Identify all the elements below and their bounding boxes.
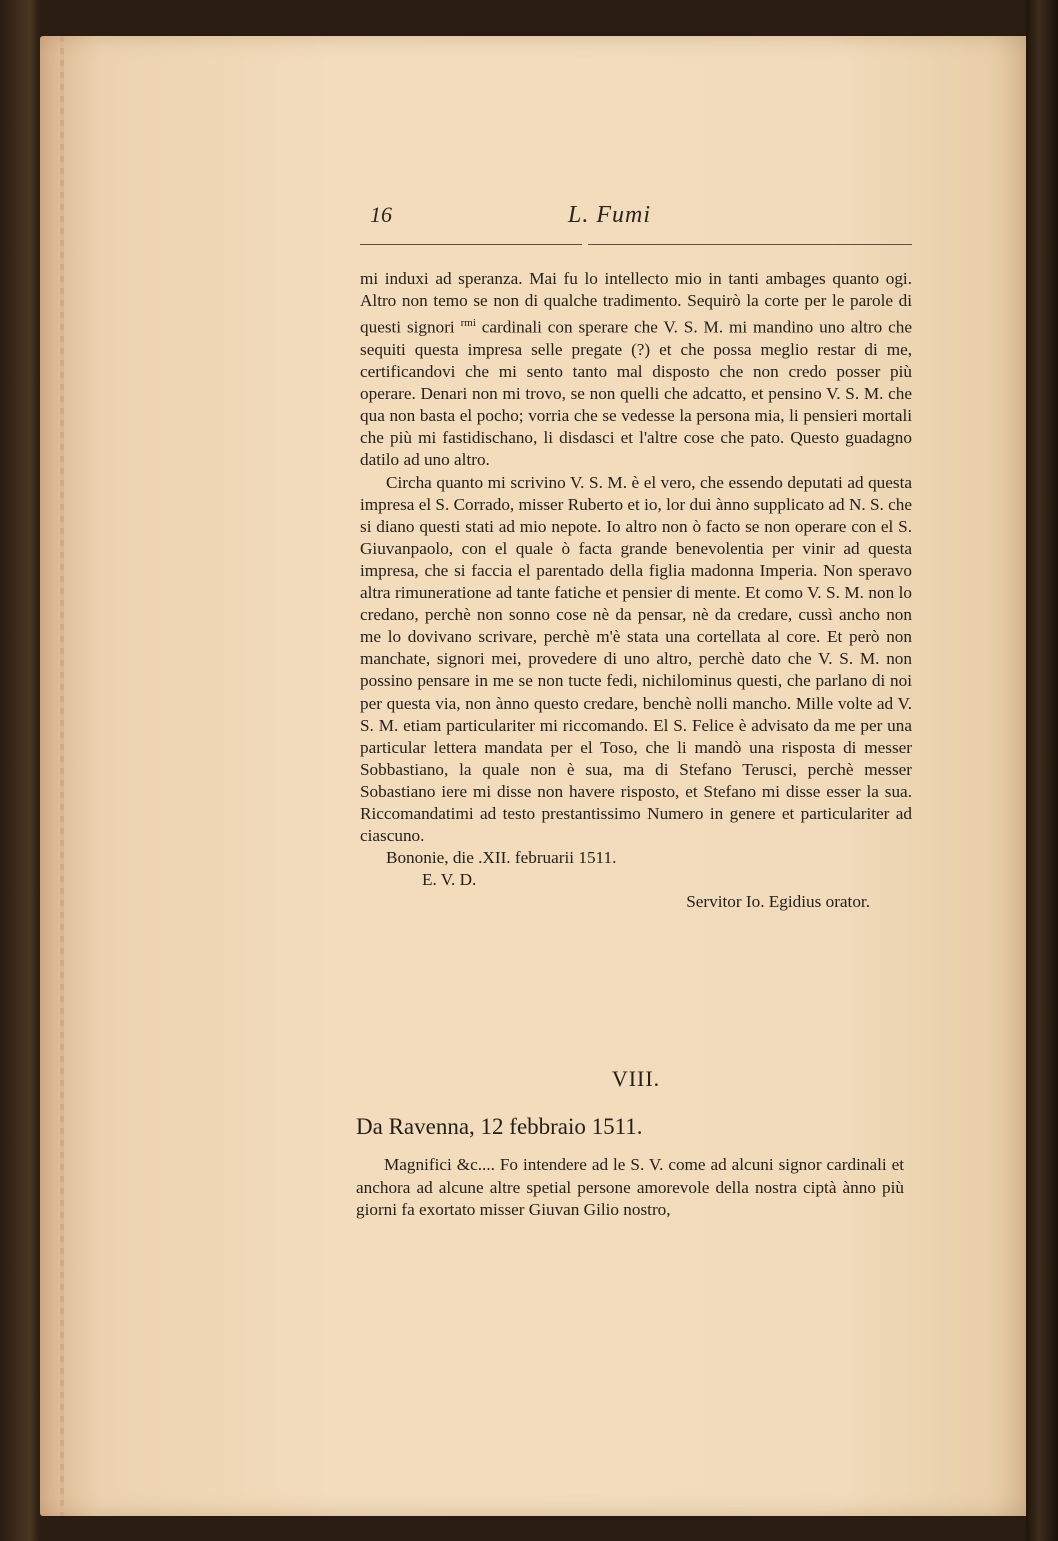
page-header [360,196,912,246]
closing-initials: E. V. D. [422,870,477,890]
page-number: 16 [370,202,392,227]
page-deckle-edge [60,36,64,1516]
running-head: L. Fumi [568,202,652,228]
date-line: Bononie, die .XII. februarii 1511. [386,848,617,868]
letter-opening: Magnifici &c.... Fo intendere ad le S. V. come ad alcuni signor cardinali et anchora ad alcune altre spetial persone amorevole della nostra ciptà ànno più giorni fa exortato misser Giuvan Gilio nostro, [356,1155,904,1219]
letter-body [360,268,912,913]
section-number: VIII. [611,1066,661,1091]
paragraph-1-text: mi induxi ad speranza. Mai fu lo intellecto mio in tanti ambages quanto ogi. Altro non temo se non di qualche tradimento. Sequirò la corte per le parole di questi signori [360,269,912,337]
paragraph-2: Circha quanto mi scrivino V. S. M. è el vero, che essendo deputati ad questa impresa el S. Corrado, misser Ruberto et io, lor dui ànno supplicato ad N. S. che si diano questi stati ad mio nepote. Io altro non ò facto se non operare con el S. Giuvanpaolo, con el quale ò facta grande benevolentia per vinir ad questa impresa, che si faccia el parentado della figlia madonna Imperia. Non speravo altra rimuneratione ad tante fatiche et pensier di mente. Et como V. S. M. non lo credano, perchè non sonno cose nè da pensar, nè da credare, cussì ancho non me lo dovivano scrivare, perchè m'è stata una cortellata al core. Et però non manchate, signori mei, provedere di uno altro, perchè dato che V. S. M. non possino pensare in me se non tucte fedi, nichilominus questi, che parlano di noi per questa via, non ànno questo credare, benchè nolli mancho. Mille volte ad V. S. M. etiam particulariter mi riccomando. El S. Felice è advisato da me per una particular lettera mandata per el Toso, che li mandò una risposta di messer Sobbastiano, la quale non è sua, ma di Stefano Terusci, perchè messer Sobastiano iere mi disse non havere risposto, et Stefano mi disse esser la sua. Riccomandatimi ad testo prestantissimo Numero in genere et particulariter ad ciascuno. [360,472,912,846]
section-heading: Da Ravenna, 12 febbraio 1511. [356,1114,643,1139]
header-rule-left [360,244,582,245]
paragraph-1 [360,268,912,472]
rmi-abbrev: rmi [460,317,476,330]
paragraph-1-continued: cardinali con sperare che V. S. M. mi mandino uno altro che sequiti questa impresa selle pregate (?) et che possa meglio restar di me, certificandovi che mi sento tanto mal disposto che non credo posser più operare. Denari non mi trovo, se non quelli che adcatto, et pensino V. S. M. che qua non basta el pocho; vorria che se vedesse la persona mia, li pensieri mortali che più mi fastidischano, li disdasci et l'altre cose che pato. Questo guadagno datilo ad uno altro. [360,317,912,470]
signature: Servitor Io. Egidius orator. [686,892,870,912]
header-rule-right [588,244,912,245]
binding-strip [1026,0,1058,1541]
